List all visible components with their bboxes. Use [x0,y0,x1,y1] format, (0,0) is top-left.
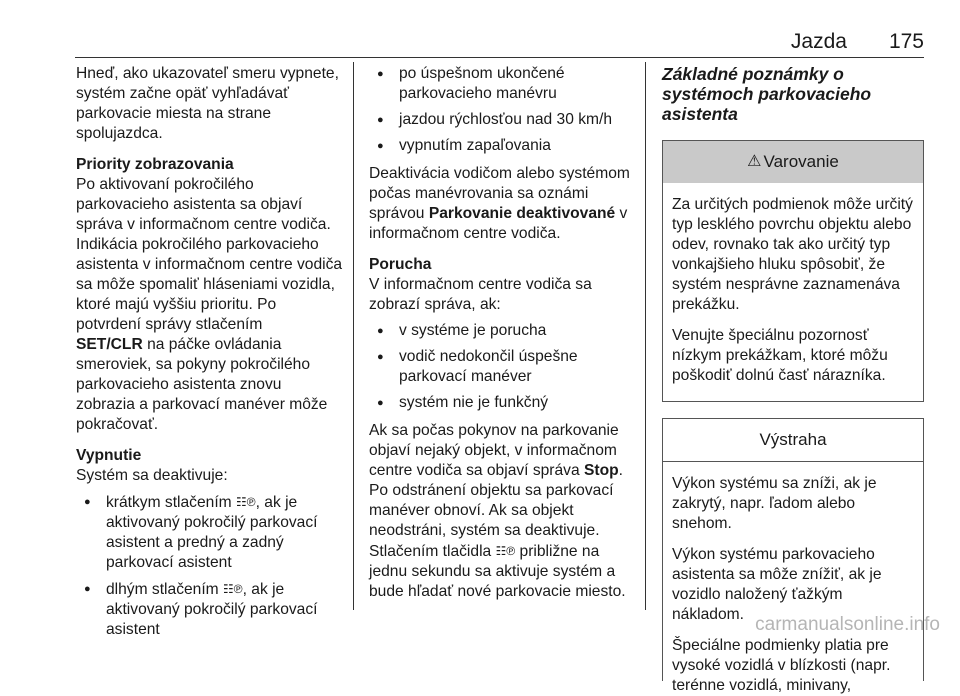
paragraph-priority: Priority zobrazovania Po aktivovaní pokročilého parkovacieho asistenta sa objaví správa v informačnom centre vodiča. Indikácia pokročilého parkovacieho asistenta v informačnom centre vodiča sa môže spomaliť hláseniami vozidla, ktoré majú vyššiu prioritu. Po potvrdení správy stlačením SET/CLR na páčke ovládania smeroviek, sa pokyny pokročilého parkovacieho asistenta znovu zobrazia a parkovací manéver môže pokračovať. [76,156,343,433]
caution-header: Výstraha [663,419,923,462]
paragraph-deactivation: Deaktivácia vodičom alebo systémom počas manévrovania sa oznámi správou Parkovanie deaktivované v informačnom centre vodiča. [369,165,630,242]
caution-text-1: Výkon systému sa zníži, ak je zakrytý, napr. ľadom alebo snehom. [672,475,877,532]
column-1 [76,64,344,648]
heading-fault: Porucha [369,256,432,273]
warning-triangle-icon: ⚠ [747,153,762,170]
deactivation-list [369,64,641,156]
paragraph-turn-signal: Hneď, ako ukazovateľ smeru vypnete, systém začne opäť vyhľadávať parkovacie miesta na strane spolujazdca. [76,65,339,142]
heading-priority: Priority zobrazovania [76,156,234,173]
off-list [76,492,344,640]
list-item: ● vodič nedokončil úspešne parkovací manéver [369,347,641,387]
watermark: carmanualsonline.info [755,614,940,635]
parking-button-icon: ☷℗ [223,582,243,596]
fault-list [369,321,641,413]
paragraph-obstacle: Ak sa počas pokynov na parkovanie objaví nejaký objekt, v informačnom centre vodiča sa objaví správa Stop. Po odstránení objektu sa parkovací manéver obnoví. Ak sa objekt neodstráni, systém sa deaktivuje. Stlačením tlačidla ☷℗ približne na jednu sekundu sa aktivuje systém a bude hľadať nové parkovacie miesto. [369,422,626,600]
section-heading: Základné poznámky o systémoch parkovacieho asistenta [662,64,872,124]
list-item: ● dlhým stlačením ☷℗, ak je aktivovaný pokročilý parkovací asistent [76,579,344,640]
warning-header: ⚠ Varovanie [663,141,923,183]
paragraph-off: Vypnutie Systém sa deaktivuje: [76,447,228,484]
warning-text-2: Venujte špeciálnu pozornosť nízkym prekážkam, ktoré môžu poškodiť dolnú časť nárazníka. [672,327,888,384]
list-item: ● vypnutím zapaľovania [369,136,641,156]
paragraph-fault: Porucha V informačnom centre vodiča sa zobrazí správa, ak: [369,256,592,313]
list-item: ● systém nie je funkčný [369,393,641,413]
warning-text-1: Za určitých podmienok môže určitý typ lesklého povrchu objektu alebo odev, rovnako tak ako určitý typ vonkajšieho hluku spôsobiť, že systém nesprávne zaznamenáva prekážku. [672,196,913,313]
caution-box [662,418,924,694]
column-3 [662,64,924,694]
list-item: ● jazdou rýchlosťou nad 30 km/h [369,110,641,130]
heading-off: Vypnutie [76,447,142,464]
header-rule [75,57,924,58]
setclr-label: SET/CLR [76,336,143,353]
message-parking-deactivated: Parkovanie deaktivované [428,205,616,222]
list-item: ● krátkym stlačením ☷℗, ak je aktivovaný pokročilý parkovací asistent a predný a zadný parkovací asistent [76,492,344,573]
caution-text-3: Špeciálne podmienky platia pre vysoké vozidlá v blízkosti (napr. terénne vozidlá, minivany, [672,637,891,694]
caution-text-2: Výkon systému parkovacieho asistenta sa môže znížiť, ak je vozidlo naložený ťažkým nákladom. [672,546,882,623]
page-header [791,30,924,54]
column-divider-1 [353,62,354,610]
parking-button-icon: ☷℗ [236,495,256,509]
list-item: ● v systéme je porucha [369,321,641,341]
parking-button-icon: ☷℗ [495,544,516,558]
page-number: 175 [888,30,924,53]
warning-box [662,140,924,402]
list-item: ● po úspešnom ukončené parkovacieho manévru [369,64,641,104]
section-title: Jazda [790,30,847,53]
message-stop: Stop [583,462,619,479]
column-divider-2 [645,62,646,610]
column-2 [369,64,641,602]
